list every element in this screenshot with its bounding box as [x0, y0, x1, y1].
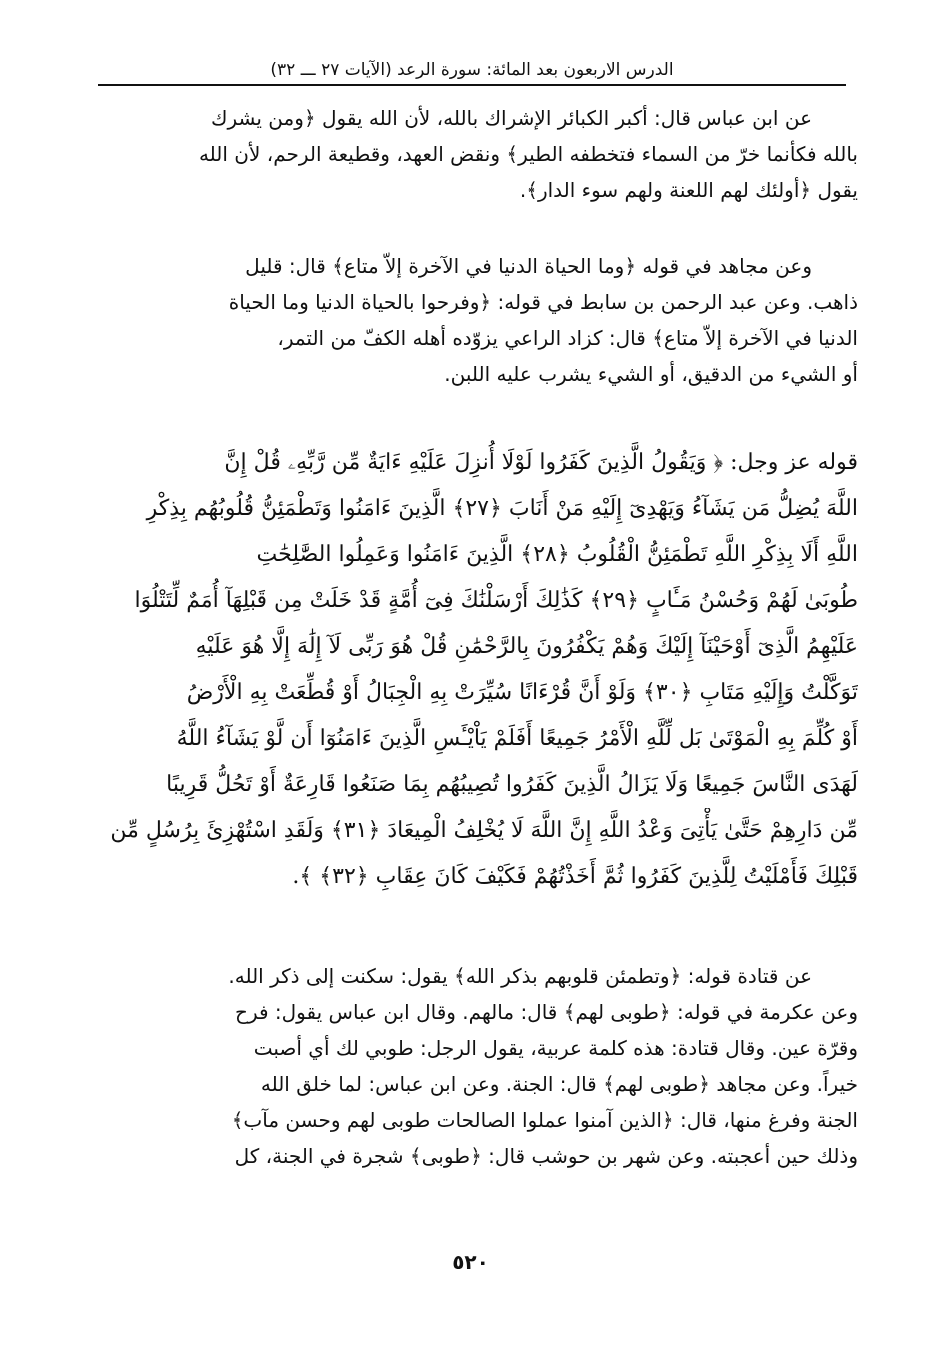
verse-line: قَبْلِكَ فَأَمْلَيْتُ لِلَّذِينَ كَفَرُوا ثُمَّ أَخَذْتُهُمْ فَكَيْفَ كَانَ عِقَابِ ﴿٣٢﴾ ﴾.: [292, 864, 858, 889]
paragraph-1: [98, 100, 858, 208]
paragraph-3: [98, 958, 858, 1174]
verse-line: قوله عز وجل: ﴿ وَيَقُولُ الَّذِينَ كَفَرُوا لَوْلَا أُنزِلَ عَلَيْهِ ءَايَةٌ مِّن رَّبِّهِۦ قُلْ إِنَّ: [224, 450, 858, 475]
verse-line: مِّن دَارِهِمْ حَتَّىٰ يَأْتِىَ وَعْدُ اللَّهِ إِنَّ اللَّهَ لَا يُخْلِفُ الْمِيعَادَ ﴿٣١﴾ وَلَقَدِ اسْتُهْزِئَ بِرُسُلٍ مِّن: [110, 818, 858, 843]
verse-line: أَوْ كُلِّمَ بِهِ الْمَوْتَىٰ بَل لِّلَّهِ الْأَمْرُ جَمِيعًا أَفَلَمْ يَاْيْـَٔسِ الَّذِينَ ءَامَنُوٓا أَن لَّوْ يَشَآءُ اللَّهُ: [176, 726, 858, 751]
text-line: وقرّة عين. وقال قتادة: هذه كلمة عربية، يقول الرجل: طوبي لك أي أصبت: [253, 1036, 858, 1060]
text-line: ذاهب. وعن عبد الرحمن بن سابط في قوله: ﴿وفرحوا بالحياة الدنيا وما الحياة: [228, 290, 858, 314]
running-header: الدرس الاربعون بعد المائة: سورة الرعد (الآيات ٢٧ ـــ ٣٢): [98, 60, 846, 86]
text-line: عن قتادة قوله: ﴿وتطمئن قلوبهم بذكر الله﴾ يقول: سكنت إلى ذكر الله.: [228, 964, 812, 988]
verse-line: لَهَدَى النَّاسَ جَمِيعًا وَلَا يَزَالُ الَّذِينَ كَفَرُوا تُصِيبُهُم بِمَا صَنَعُوا قَارِعَةٌ أَوْ تَحُلُّ قَرِيبًا: [166, 772, 858, 797]
quran-verse-block: [98, 440, 858, 900]
page-number: ٥٢٠: [452, 1250, 489, 1274]
verse-line: اللَّهِ أَلَا بِذِكْرِ اللَّهِ تَطْمَئِنُّ الْقُلُوبُ ﴿٢٨﴾ الَّذِينَ ءَامَنُوا وَعَمِلُوا الصَّٰلِحَٰتِ: [256, 542, 858, 567]
paragraph-2: [98, 248, 858, 392]
text-line: خيراً. وعن مجاهد ﴿طوبى لهم﴾ قال: الجنة. وعن ابن عباس: لما خلق الله: [260, 1072, 858, 1096]
verse-line: طُوبَىٰ لَهُمْ وَحُسْنُ مَـَٔابٍ ﴿٢٩﴾ كَذَٰلِكَ أَرْسَلْنَٰكَ فِىٓ أُمَّةٍ قَدْ خَلَتْ مِن قَبْلِهَآ أُمَمٌ لِّتَتْلُوَا: [134, 588, 858, 613]
text-line: وعن مجاهد في قوله ﴿وما الحياة الدنيا في الآخرة إلاّ متاع﴾ قال: قليل: [245, 254, 812, 278]
text-line: أو الشيء من الدقيق، أو الشيء يشرب عليه اللبن.: [444, 362, 858, 386]
text-line: يقول ﴿أولئك لهم اللعنة ولهم سوء الدار﴾.: [519, 178, 858, 202]
text-line: عن ابن عباس قال: أكبر الكبائر الإشراك بالله، لأن الله يقول ﴿ومن يشرك: [211, 106, 812, 130]
verse-line: تَوَكَّلْتُ وَإِلَيْهِ مَتَابِ ﴿٣٠﴾ وَلَوْ أَنَّ قُرْءَانًا سُيِّرَتْ بِهِ الْجِبَالُ أَوْ قُطِّعَتْ بِهِ الْأَرْضُ: [186, 680, 858, 705]
verse-line: اللَّهَ يُضِلُّ مَن يَشَآءُ وَيَهْدِىٓ إِلَيْهِ مَنْ أَنَابَ ﴿٢٧﴾ الَّذِينَ ءَامَنُوا وَتَطْمَئِنُّ قُلُوبُهُم بِذِكْرِ: [146, 496, 858, 521]
verse-line: عَلَيْهِمُ الَّذِىٓ أَوْحَيْنَآ إِلَيْكَ وَهُمْ يَكْفُرُونَ بِالرَّحْمَٰنِ قُلْ هُوَ رَبِّى لَآ إِلَٰهَ إِلَّا هُوَ عَلَيْهِ: [195, 634, 858, 659]
text-line: الدنيا في الآخرة إلاّ متاع﴾ قال: كزاد الراعي يزوّده أهله الكفّ من التمر،: [277, 326, 858, 350]
text-line: الجنة وفرغ منها، قال: ﴿الذين آمنوا عملوا الصالحات طوبى لهم وحسن مآب﴾: [231, 1108, 858, 1132]
text-line: وذلك حين أعجبته. وعن شهر بن حوشب قال: ﴿طوبى﴾ شجرة في الجنة، كل: [234, 1144, 858, 1168]
text-line: بالله فكأنما خرّ من السماء فتخطفه الطير﴾ ونقض العهد، وقطيعة الرحم، لأن الله: [198, 142, 858, 166]
text-line: وعن عكرمة في قوله: ﴿طوبى لهم﴾ قال: مالهم. وقال ابن عباس يقول: فرح: [235, 1000, 858, 1024]
